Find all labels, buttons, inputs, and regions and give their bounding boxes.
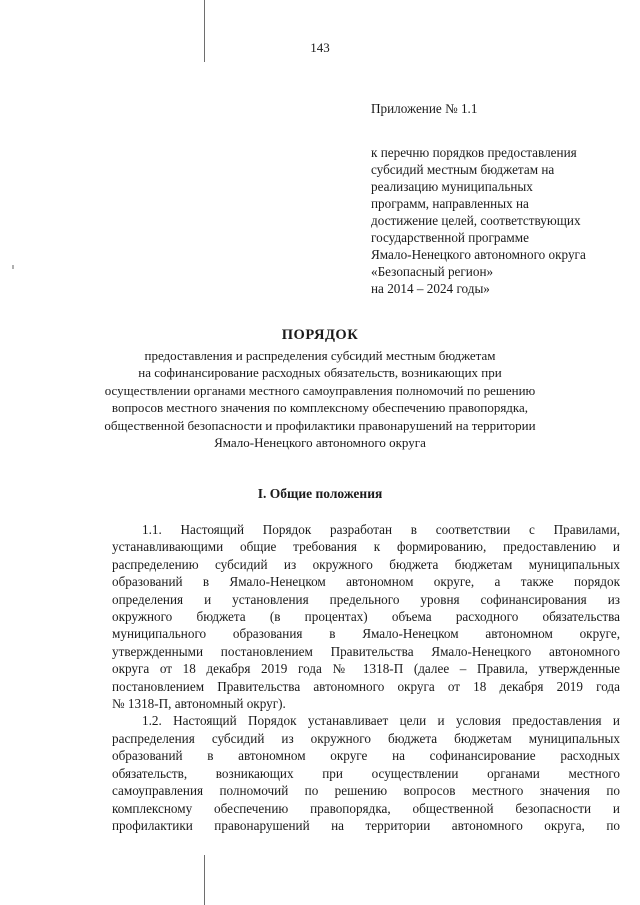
appendix-line: государственной программе: [371, 230, 529, 245]
paragraph-1-line: № 1318-П, автономный округ).: [112, 696, 286, 712]
paragraph-1-line: распределению субсидий из окружного бюджета бюджетам муниципальных: [112, 556, 620, 572]
appendix-block: [371, 100, 633, 297]
page-number: 143: [310, 40, 330, 55]
paragraph-1-line: образований в Ямало-Ненецком автономном округе, а также порядок: [112, 574, 620, 590]
appendix-line: субсидий местным бюджетам на: [371, 162, 555, 177]
paragraph-2-line: 1.2. Настоящий Порядок устанавливает цели и условия предоставления и: [142, 713, 620, 729]
appendix-line: «Безопасный регион»: [371, 264, 494, 279]
subtitle-line: предоставления и распределения субсидий местным бюджетам: [144, 348, 496, 363]
paragraph-1-line: определения и установления предельного уровня софинансирования из: [112, 591, 620, 607]
appendix-line: Ямало-Ненецкого автономного округа: [371, 247, 586, 262]
paragraph-2-line: профилактики правонарушений на территории автономного округа, по: [112, 817, 620, 833]
subtitle-line: Ямало-Ненецкого автономного округа: [214, 435, 426, 451]
scan-artifact-dot: [12, 265, 14, 269]
scan-artifact-line-bottom: [204, 855, 205, 905]
paragraph-2-line: самоуправления полномочий по решению вопросов местного значения по: [112, 783, 620, 799]
appendix-line: на 2014 – 2024 годы»: [371, 281, 490, 296]
subtitle-line: на софинансирование расходных обязательств, возникающих при: [138, 365, 502, 381]
body-text: [112, 521, 620, 834]
appendix-line: реализацию муниципальных: [371, 179, 533, 194]
paragraph-1-line: утвержденными постановлением Правительства Ямало-Ненецкого автономного: [112, 643, 620, 659]
appendix-title: Приложение № 1.1: [371, 101, 478, 116]
subtitle-line: общественной безопасности и профилактики правонарушений на территории: [104, 417, 536, 433]
paragraph-2-line: обязательств, возникающих при осуществлении органами местного: [112, 765, 620, 781]
document-subtitle: [0, 347, 640, 451]
subtitle-line: вопросов местного значения по комплексному обеспечению правопорядка,: [111, 400, 529, 416]
section-heading: I. Общие положения: [257, 486, 383, 501]
paragraph-2-line: комплексному обеспечению правопорядка, общественной безопасности и: [112, 800, 620, 816]
paragraph-1-line: муниципального образования в Ямало-Ненецком автономном округе,: [112, 626, 620, 642]
document-title: ПОРЯДОК: [281, 327, 359, 343]
paragraph-1-line: 1.1. Настоящий Порядок разработан в соответствии с Правилами,: [142, 522, 620, 537]
subtitle-line: осуществлении органами местного самоуправления полномочий по решению: [104, 382, 536, 398]
appendix-line: достижение целей, соответствующих: [371, 213, 581, 228]
paragraph-2-line: образований в автономном округе на софинансирование расходных: [112, 748, 620, 764]
paragraph-1-line: устанавливающими общие требования к формированию, предоставлению и: [112, 539, 620, 555]
appendix-line: к перечню порядков предоставления: [371, 145, 577, 160]
paragraph-1-line: округа от 18 декабря 2019 года № 1318-П (далее – Правила, утвержденные: [112, 661, 620, 677]
appendix-line: программ, направленных на: [371, 196, 529, 211]
paragraph-1-line: окружного бюджета (в процентах) объема расходного обязательства: [112, 609, 620, 625]
paragraph-2-line: распределения субсидий из окружного бюджета бюджетам муниципальных: [112, 730, 620, 746]
paragraph-1-line: постановлением Правительства автономного округа от 18 декабря 2019 года: [112, 678, 620, 694]
